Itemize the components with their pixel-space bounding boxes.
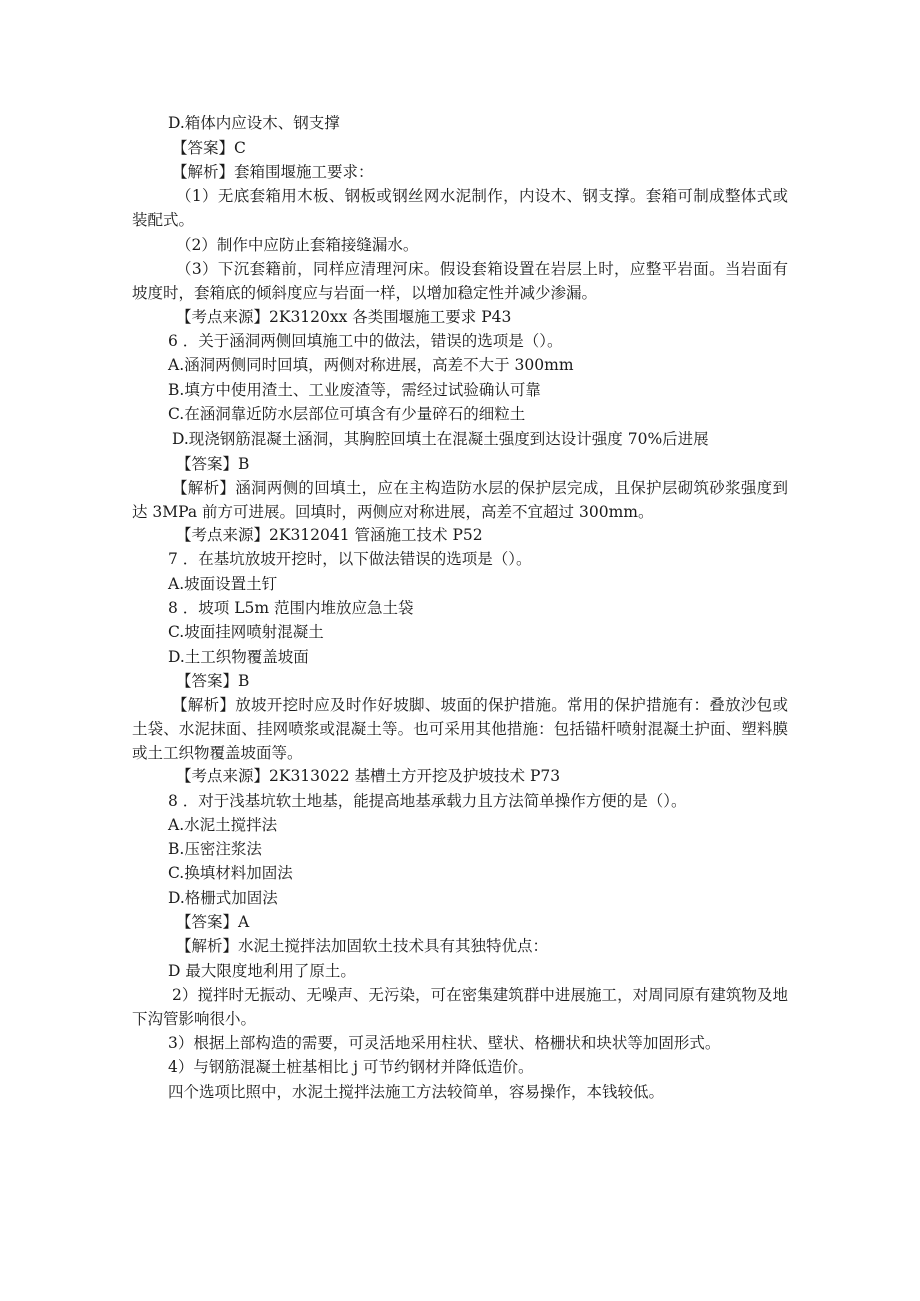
analysis-heading-q5: 【解析】套箱围堰施工要求： (172, 163, 374, 181)
option-a-q6: A.涵洞两侧同时回填，两侧对称进展，高差不大于 300mm (168, 356, 574, 374)
option-d-q6: D.现浇钢筋混凝土涵洞，其胸腔回填土在混凝土强度到达设计强度 70%后进展 (172, 430, 709, 448)
question-7: 7 ．在基坑放坡开挖时，以下做法错误的选项是（）。 (168, 550, 532, 568)
analysis-q7: 【解析】放坡开挖时应及时作好坡脚、坡面的保护措施。常用的保护措施有：叠放沙包或土袋、水泥抹面、挂网喷浆或混凝土等。也可采用其他措施：包括锚杆喷射混凝土护面、塑料膜或土工织物覆盖坡面等。 (132, 696, 788, 762)
question-8: 8 ．对于浅基坑软土地基，能提高地基承载力且方法简单操作方便的是（）。 (168, 792, 687, 810)
option-c-q6: C.在涵洞靠近防水层部位可填含有少量碎石的细粒土 (168, 405, 526, 423)
option-a-q8: A.水泥土搅拌法 (168, 816, 278, 834)
question-6: 6 ．关于涵洞两侧回填施工中的做法，错误的选项是（）。 (168, 332, 563, 350)
answer-q6: 【答案】B (176, 455, 250, 473)
analysis-point-2-q5: （2）制作中应防止套箱接缝漏水。 (176, 236, 419, 254)
analysis-point-1-q8: D 最大限度地利用了原土。 (168, 962, 356, 980)
answer-q7: 【答案】B (176, 672, 250, 690)
analysis-point-2-q8: 2）搅拌时无振动、无噪声、无污染，可在密集建筑群中进展施工，对周同原有建筑物及地下沟管影响很小。 (132, 986, 788, 1028)
option-d-q8: D.格栅式加固法 (168, 889, 278, 907)
option-d-q5: D.箱体内应设木、钢支撑 (168, 114, 340, 132)
option-a-q7: A.坡面设置土钉 (168, 575, 278, 593)
option-b-q7: 8 ．坡项 L5m 范围内堆放应急土袋 (168, 599, 414, 617)
option-c-q7: C.坡面挂网喷射混凝土 (168, 623, 324, 641)
answer-q8: 【答案】A (176, 913, 250, 931)
analysis-point-3-q8: 3）根据上部构造的需要，可灵活地采用柱状、壁状、格栅状和块状等加固形式。 (168, 1034, 721, 1052)
analysis-heading-q8: 【解析】水泥土搅拌法加固软土技术具有其独特优点： (176, 937, 549, 955)
source-q5: 【考点来源】2K3120xx 各类围堰施工要求 P43 (176, 308, 512, 326)
analysis-point-3-q5: （3）下沉套籍前，同样应清理河床。假设套箱设置在岩层上时，应整平岩面。当岩面有坡度时，套箱底的倾斜度应与岩面一样，以增加稳定性并减少渗漏。 (132, 260, 788, 302)
analysis-point-4-q8: 4）与钢筋混凝土桩基相比 j 可节约钢材并降低造价。 (168, 1058, 534, 1076)
source-q7: 【考点来源】2K313022 基槽土方开挖及护坡技术 P73 (176, 767, 561, 785)
option-b-q8: B.压密注浆法 (168, 840, 262, 858)
answer-q5: 【答案】C (172, 139, 246, 157)
source-q6: 【考点来源】2K312041 管涵施工技术 P52 (176, 526, 483, 544)
option-b-q6: B.填方中使用渣土、工业废渣等，需经过试验确认可靠 (168, 381, 541, 399)
option-d-q7: D.土工织物覆盖坡面 (168, 648, 309, 666)
option-c-q8: C.换填材料加固法 (168, 864, 293, 882)
analysis-point-1-q5: （1）无底套箱用木板、钢板或钢丝网水泥制作，内设木、钢支撑。套箱可制成整体式或装配式。 (132, 187, 788, 229)
analysis-q6: 【解析】涵洞两侧的回填土，应在主构造防水层的保护层完成，且保护层砌筑砂浆强度到达 3MPa 前方可进展。回填时，两侧应对称进展，高差不宜超过 300mm。 (132, 479, 788, 521)
analysis-conclusion-q8: 四个选项比照中，水泥土搅拌法施工方法较简单，容易操作，本钱较低。 (168, 1083, 665, 1101)
